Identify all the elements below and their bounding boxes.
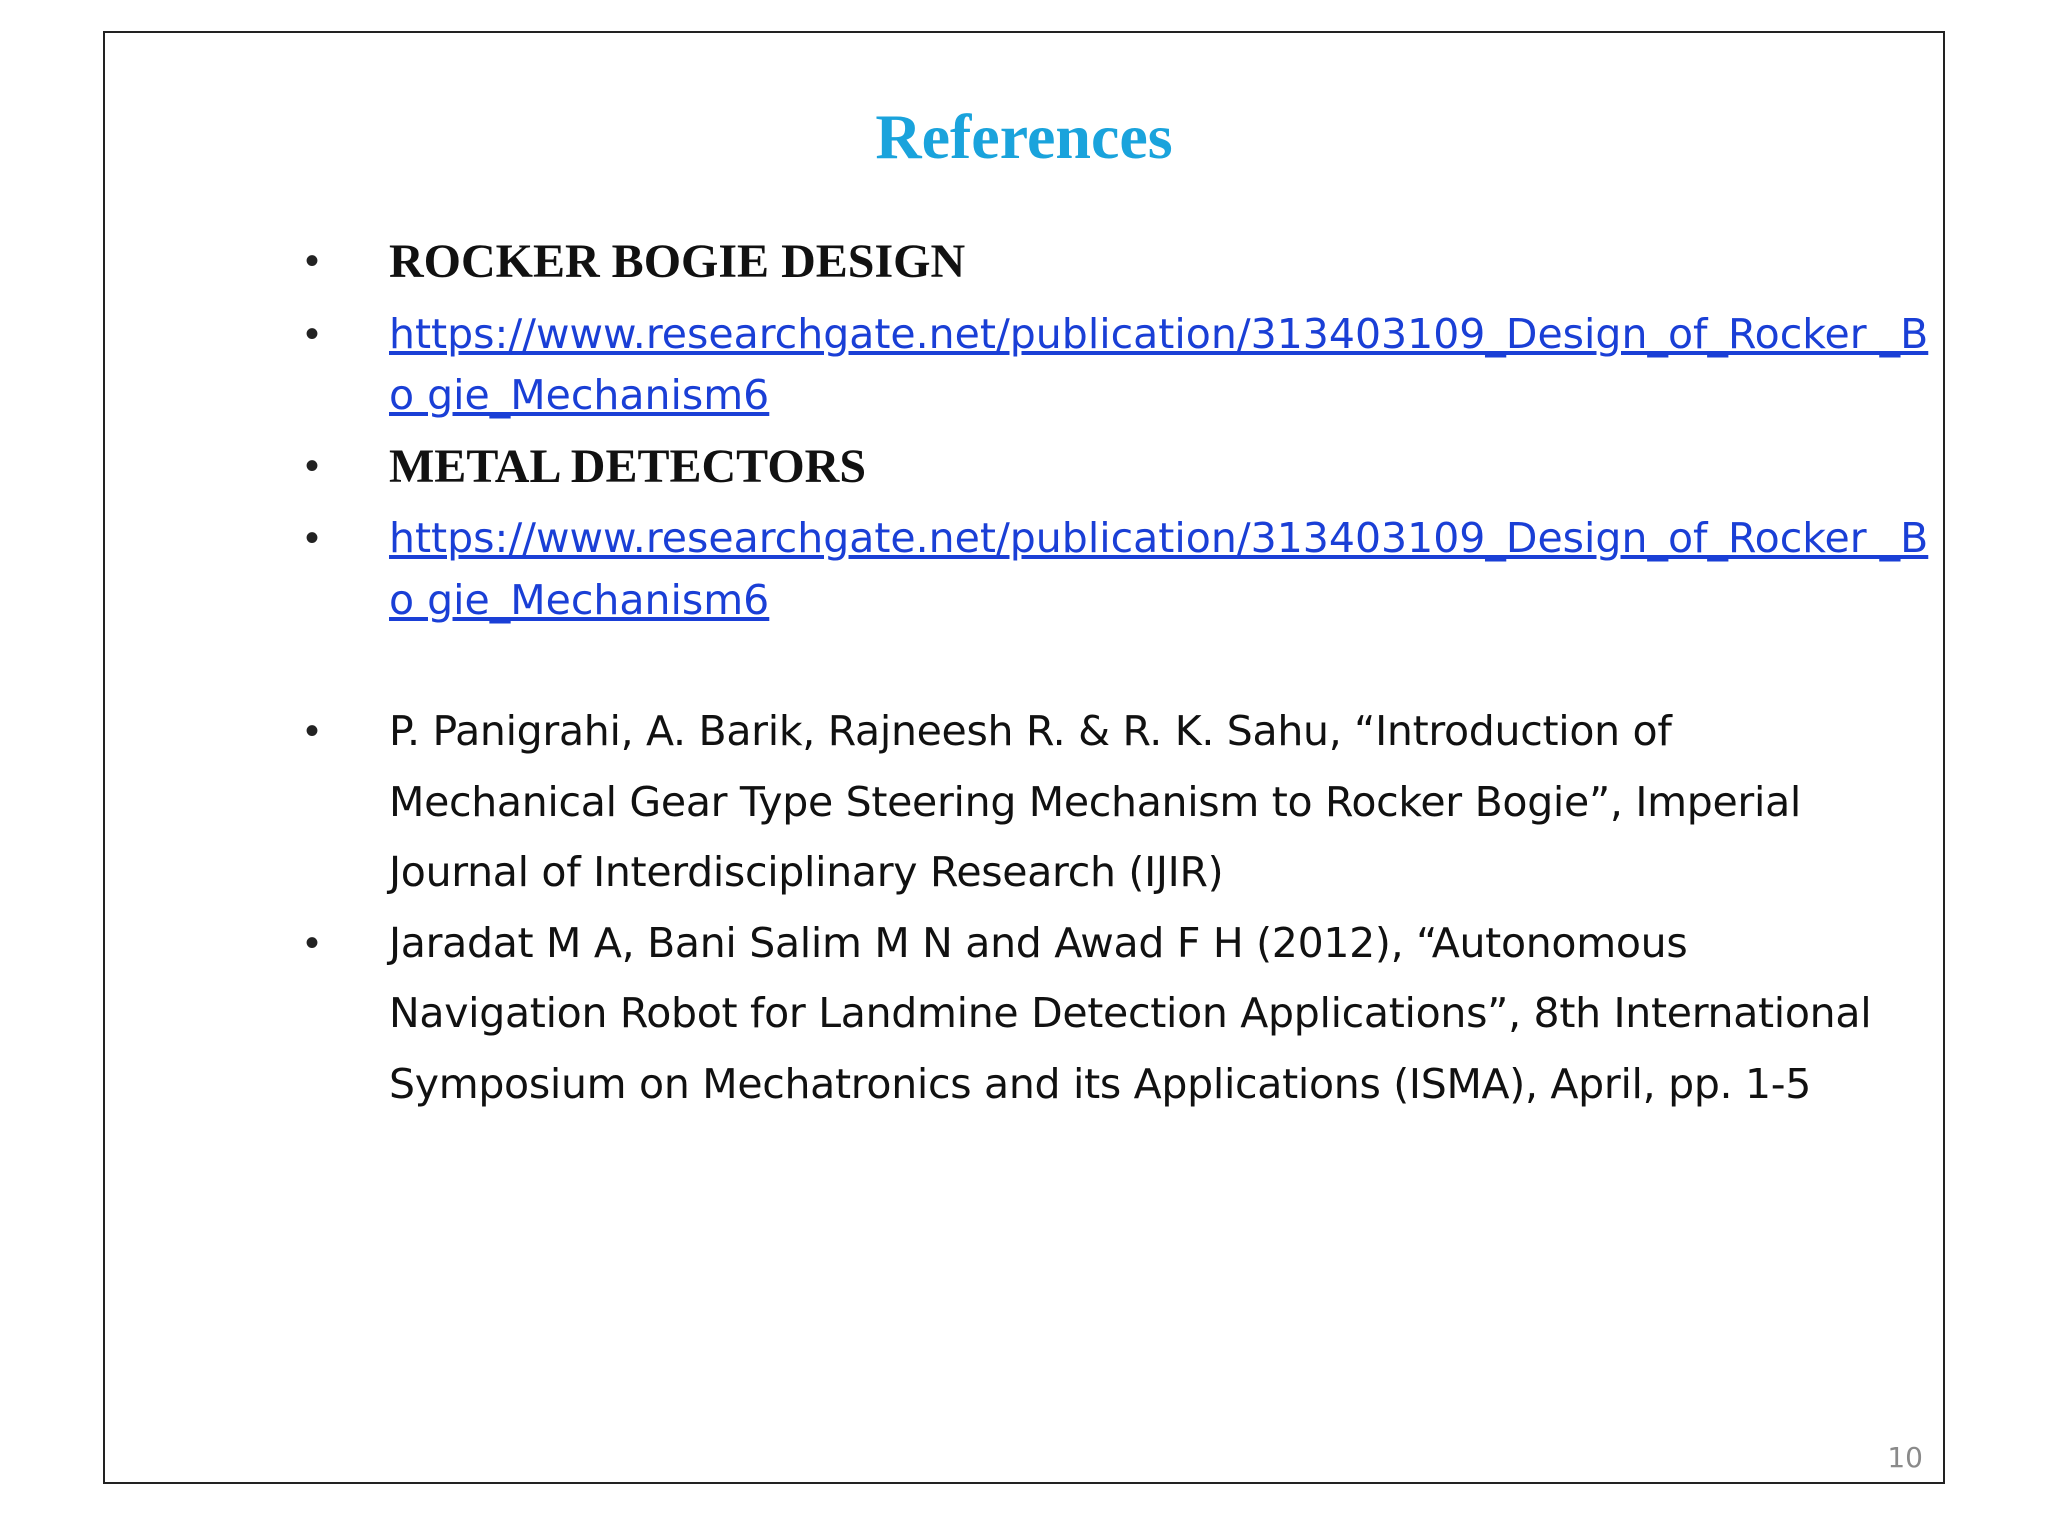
bullet-icon: •	[305, 311, 320, 356]
list-item	[305, 508, 1929, 640]
list-item	[305, 701, 1905, 913]
slide-frame	[103, 31, 1945, 1484]
page-number: 10	[1887, 1441, 1923, 1474]
reference-link-rocker-bogie[interactable]: https://www.researchgate.net/publication/313403109_Design_of_Rocker _Bo gie_Mechanism6	[389, 309, 1929, 419]
bullet-icon: •	[305, 920, 320, 965]
list-spacer	[305, 640, 1905, 701]
bullet-icon: •	[305, 443, 320, 488]
reference-link-metal-detectors[interactable]: https://www.researchgate.net/publication/313403109_Design_of_Rocker _Bo gie_Mechanism6	[389, 514, 1929, 624]
list-item	[305, 304, 1929, 436]
list-item	[305, 913, 1905, 1125]
slide-title: References	[875, 101, 1173, 172]
bullet-icon: •	[305, 516, 320, 560]
reference-citation-panigrahi: P. Panigrahi, A. Barik, Rajneesh R. & R. K. Sahu, “Introduction of Mechanical Gear Type Steering Mechanism to Rocker Bogie”, Imperial Journal of Interdisciplinary Research (IJIR)	[389, 707, 1801, 896]
reference-citation-jaradat: Jaradat M A, Bani Salim M N and Awad F H (2012), “Autonomous Navigation Robot for Landmine Detection Applications”, 8th International Symposium on Mechatronics and its Applications (ISMA), April, pp. 1-5	[389, 918, 1872, 1108]
reference-heading-metal-detectors: METAL DETECTORS	[389, 439, 867, 493]
bullet-icon: •	[305, 709, 320, 753]
reference-heading-rocker-bogie: ROCKER BOGIE DESIGN	[389, 235, 966, 288]
list-item	[305, 436, 1905, 509]
bullet-icon: •	[305, 239, 320, 283]
reference-list	[305, 231, 1929, 1124]
list-item	[305, 231, 1905, 304]
